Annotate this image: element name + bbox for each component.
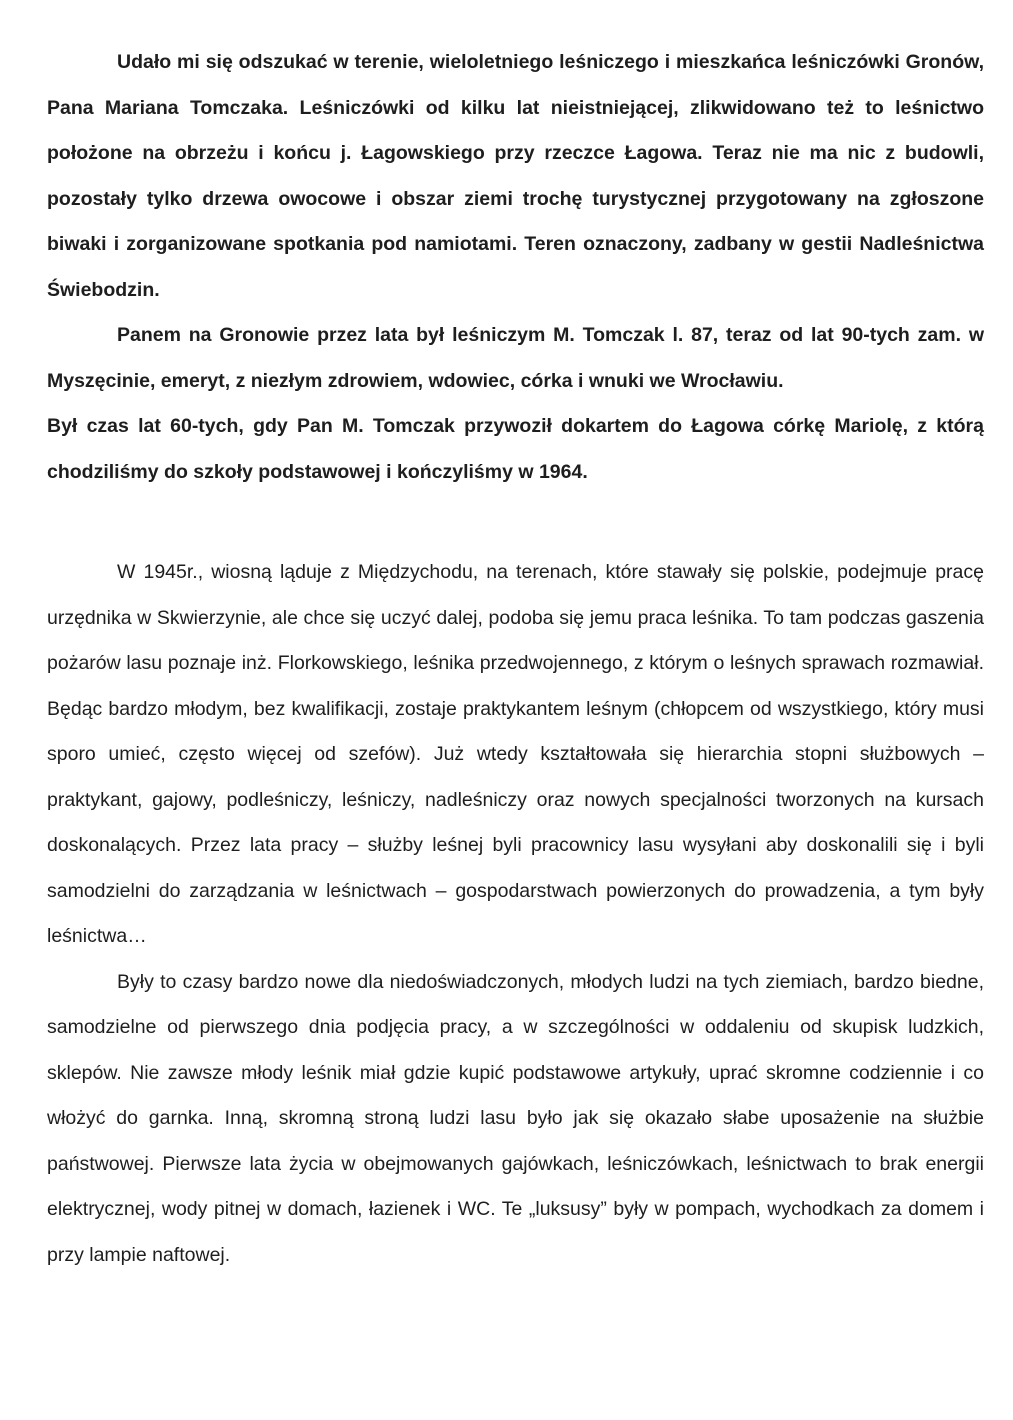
paragraph-gronow-forester: Udało mi się odszukać w terenie, wieloletniego leśniczego i mieszkańca leśniczówki Gronów, Pana Mariana Tomczaka. Leśniczówki od kilku lat nieistniejącej, zlikwidowano też to leśnictwo położone na obrzeżu i końcu j. Łagowskiego przy rzeczce Łagowa. Teraz nie ma nic z budowli, pozostały tylko drzewa owocowe i obszar ziemi trochę turystycznej przygotowany na zgłoszone biwaki i zorganizowane spotkania pod namiotami. Teren oznaczony, zadbany w gestii Nadleśnictwa Świebodzin.	[47, 51, 984, 301]
paragraph-1945-arrival: W 1945r., wiosną ląduje z Międzychodu, na terenach, które stawały się polskie, podejmuje pracę urzędnika w Skwierzynie, ale chce się uczyć dalej, podoba się jemu praca leśnika. To tam podczas gaszenia pożarów lasu poznaje inż. Florkowskiego, leśnika przedwojennego, z którym o leśnych sprawach rozmawiał. Będąc bardzo młodym, bez kwalifikacji, zostaje praktykantem leśnym (chłopcem od wszystkiego, który musi sporo umieć, często więcej od szefów). Już wtedy kształtowała się hierarchia stopni służbowych – praktykant, gajowy, podleśniczy, leśniczy, nadleśniczy oraz nowych specjalności tworzonych na kursach doskonalących. Przez lata pracy – służby leśnej byli pracownicy lasu wysyłani aby doskonalili się i byli samodzielni do zarządzania w leśnictwach – gospodarstwach powierzonych do prowadzenia, a tym były leśnictwa…	[47, 561, 984, 947]
paragraph-school-memory: Był czas lat 60-tych, gdy Pan M. Tomczak przywoził dokartem do Łagowa córkę Mariolę, z którą chodziliśmy do szkoły podstawowej i kończyliśmy w 1964.	[47, 415, 984, 483]
paragraph-tomczak-residence: Panem na Gronowie przez lata był leśniczym M. Tomczak l. 87, teraz od lat 90-tych zam. w Myszęcinie, emeryt, z niezłym zdrowiem, wdowiec, córka i wnuki we Wrocławiu.	[47, 324, 984, 392]
paragraph-hard-times: Były to czasy bardzo nowe dla niedoświadczonych, młodych ludzi na tych ziemiach, bardzo biedne, samodzielne od pierwszego dnia podjęcia pracy, a w szczególności w oddaleniu od skupisk ludzkich, sklepów. Nie zawsze młody leśnik miał gdzie kupić podstawowe artykuły, uprać skromne codziennie i co włożyć do garnka. Inną, skromną stroną ludzi lasu było jak się okazało słabe uposażenie na służbie państwowej. Pierwsze lata życia w obejmowanych gajówkach, leśniczówkach, leśnictwach to brak energii elektrycznej, wody pitnej w domach, łazienek i WC. Te „luksusy” były w pompach, wychodkach za domem i przy lampie naftowej.	[47, 970, 984, 1266]
section-1-bold-intro	[47, 40, 984, 495]
section-2-history	[47, 550, 984, 1278]
